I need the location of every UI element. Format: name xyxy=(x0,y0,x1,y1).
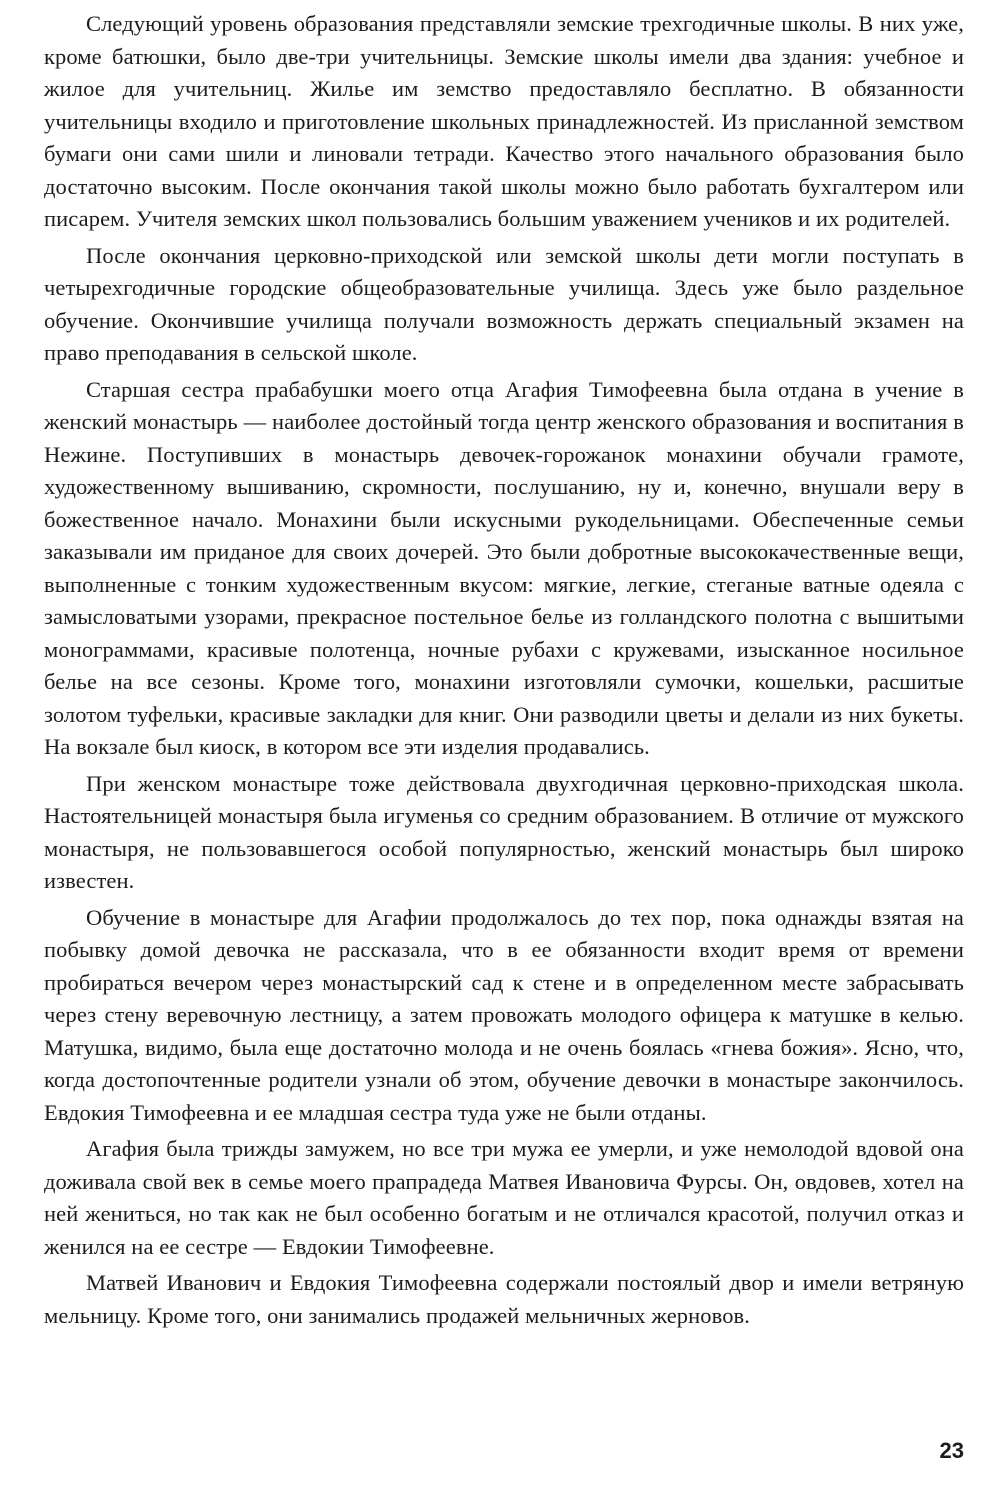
paragraph: При женском монастыре тоже действовала двухгодичная церковно-приходская школа. Настоятельницей монастыря была игуменья со средним образованием. В отличие от мужского монастыря, не пользовавшегося особой популярностью, женский монастырь был широко известен. xyxy=(44,770,964,893)
paragraph: После окончания церковно-приходской или земской школы дети могли поступать в четырехгодичные городские общеобразовательные училища. Здесь уже было раздельное обучение. Окончившие училища получали возможность держать специальный экзамен на право преподавания в сельской школе. xyxy=(44,242,964,365)
page-number: 23 xyxy=(939,1438,964,1463)
paragraph: Агафия была трижды замужем, но все три мужа ее умерли, и уже немолодой вдовой она доживала свой век в семье моего прапрадеда Матвея Ивановича Фурсы. Он, овдовев, хотел на ней жениться, но так как не был особенно богатым и не отличался красотой, получил отказ и женился на ее сестре — Евдокии Тимофеевне. xyxy=(44,1136,964,1259)
paragraph: Следующий уровень образования представляли земские трехгодичные школы. В них уже, кроме батюшки, было две-три учительницы. Земские школы имели два здания: учебное и жилое для учительниц. Жилье им земство предоставляло бесплатно. В обязанности учительницы входило и приготовление школьных принадлежностей. Из присланной земством бумаги они сами шили и линовали тетради. Качество этого начального образования было достаточно высоким. После окончания такой школы можно было работать бухгалтером или писарем. Учителя земских школ пользовались большим уважением учеников и их родителей. xyxy=(44,11,964,231)
book-page xyxy=(44,8,964,1484)
paragraph: Обучение в монастыре для Агафии продолжалось до тех пор, пока однажды взятая на побывку домой девочка не рассказала, что в ее обязанности входит время от времени пробираться вечером через монастырский сад к стене и в определенном месте забрасывать через стену веревочную лестницу, а затем провожать молодого офицера к матушке в келью. Матушка, видимо, была еще достаточно молода и не очень боялась «гнева божия». Ясно, что, когда достопочтенные родители узнали об этом, обучение девочки в монастыре закончилось. Евдокия Тимофеевна и ее младшая сестра туда уже не были отданы. xyxy=(44,904,964,1125)
paragraph: Матвей Иванович и Евдокия Тимофеевна содержали постоялый двор и имели ветряную мельницу. Кроме того, они занимались продажей мельничных жерновов. xyxy=(44,1270,964,1328)
paragraph: Старшая сестра прабабушки моего отца Агафия Тимофеевна была отдана в учение в женский монастырь — наиболее достойный тогда центр женского образования и воспитания в Нежине. Поступивших в монастырь девочек-горожанок монахини обучали грамоте, художественному вышиванию, скромности, послушанию, ну и, конечно, внушали веру в божественное начало. Монахини были искусными рукодельницами. Обеспеченные семьи заказывали им приданое для своих дочерей. Это были добротные высококачественные вещи, выполненные с тонким художественным вкусом: мягкие, легкие, стеганые ватные одеяла с замысловатыми узорами, прекрасное постельное белье из голландского полотна с вышитыми монограммами, красивые полотенца, ночные рубахи с кружевами, изысканное носильное белье на все сезоны. Кроме того, монахини изготовляли сумочки, кошельки, расшитые золотом туфельки, красивые закладки для книг. Они разводили цветы и делали из них букеты. На вокзале был киоск, в котором все эти изделия продавались. xyxy=(44,376,964,759)
